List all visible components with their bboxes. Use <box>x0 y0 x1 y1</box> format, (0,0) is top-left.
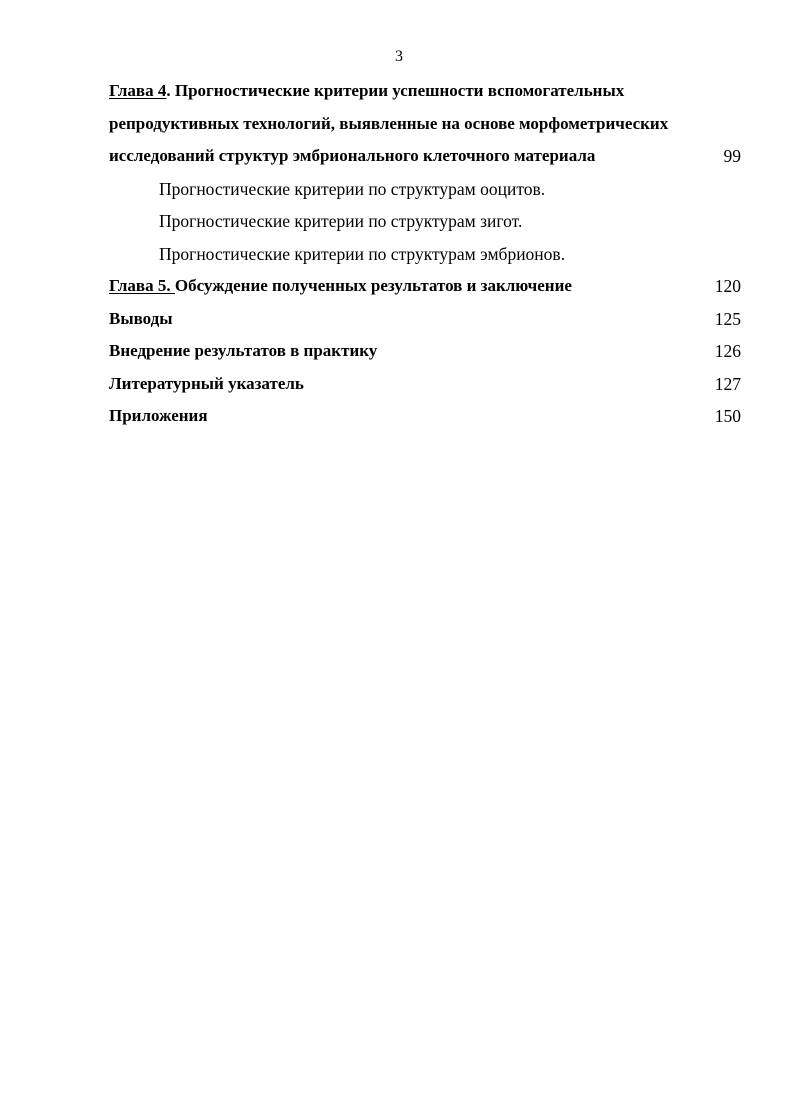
toc-entry-implementation <box>109 335 741 368</box>
toc-chapter4-line2 <box>109 108 741 141</box>
table-of-contents <box>109 75 741 433</box>
toc-chapter4-line3 <box>109 140 741 173</box>
toc-entry-page: 127 <box>714 373 741 394</box>
toc-entry-conclusions <box>109 303 741 336</box>
toc-subsection-oocytes <box>109 173 741 206</box>
toc-entry-title: Приложения <box>109 406 208 425</box>
toc-entry-title: Литературный указатель <box>109 373 304 393</box>
toc-entry-title: Выводы <box>109 308 173 328</box>
toc-chapter4-title-part1: . Прогностические критерии успешности вспомогательных <box>166 81 625 100</box>
toc-chapter5-title: Обсуждение полученных результатов и заключение <box>174 276 572 295</box>
toc-entry-page: 150 <box>714 406 741 426</box>
toc-entry-bibliography <box>109 368 741 401</box>
page-number: 3 <box>395 48 403 65</box>
toc-subsection-label: Прогностические критерии по структурам эмбрионов. <box>159 243 566 264</box>
toc-chapter4-page: 99 <box>723 146 741 166</box>
toc-subsection-label: Прогностические критерии по структурам зигот. <box>159 211 523 231</box>
toc-subsection-zygotes <box>109 205 741 238</box>
toc-subsection-embryos <box>109 238 741 271</box>
toc-entry-appendices <box>109 400 741 433</box>
toc-chapter5 <box>109 270 741 303</box>
toc-chapter5-page: 120 <box>714 276 741 296</box>
toc-entry-page: 125 <box>714 308 741 329</box>
toc-chapter4-title-part3: исследований структур эмбрионального клеточного материала <box>109 146 596 165</box>
toc-chapter4-line1 <box>109 75 741 108</box>
toc-chapter5-label: Глава 5. <box>109 276 175 295</box>
toc-entry-title: Внедрение результатов в практику <box>109 341 378 360</box>
toc-chapter4-title-part2: репродуктивных технологий, выявленные на основе морфометрических <box>109 113 669 133</box>
toc-chapter4-label: Глава 4 <box>109 81 167 100</box>
toc-entry-page: 126 <box>714 341 741 361</box>
toc-subsection-label: Прогностические критерии по структурам ооцитов. <box>159 178 546 199</box>
